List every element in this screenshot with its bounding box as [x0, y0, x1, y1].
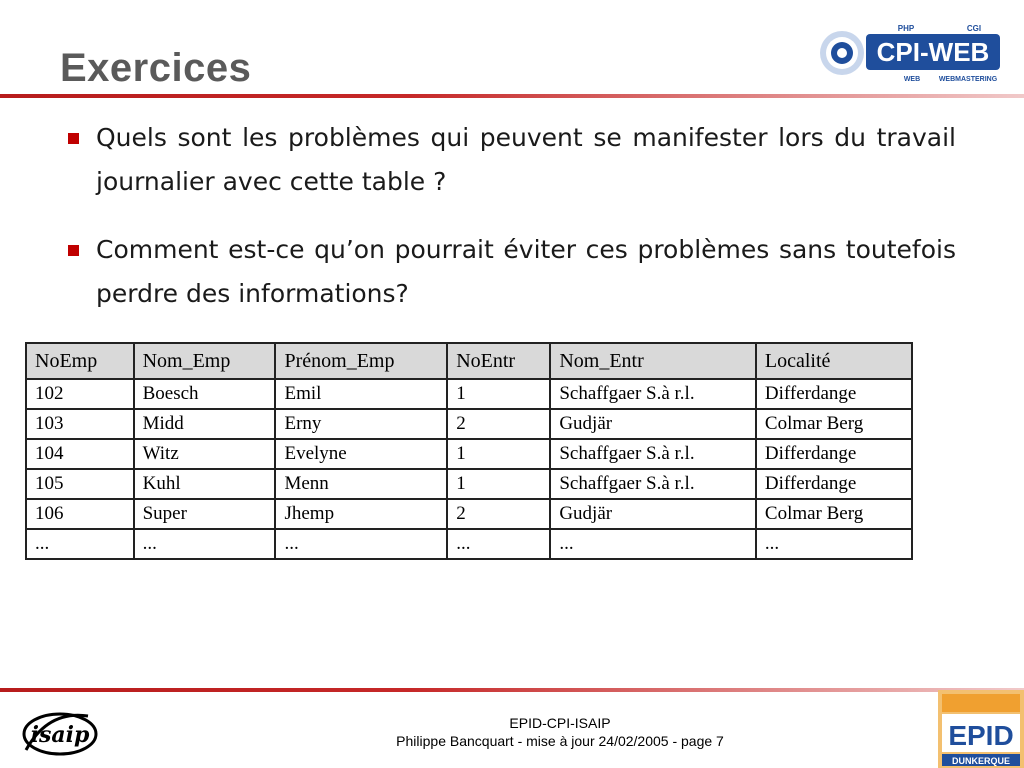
table-cell: Midd: [134, 409, 276, 439]
column-header: NoEntr: [447, 343, 550, 379]
footer-line-2: Philippe Bancquart - mise à jour 24/02/2005 - page 7: [396, 733, 724, 749]
table-cell: 2: [447, 499, 550, 529]
column-header: Prénom_Emp: [275, 343, 447, 379]
table-cell: Jhemp: [275, 499, 447, 529]
bullet-item: [66, 116, 956, 204]
table-cell: Differdange: [756, 469, 912, 499]
cpi-web-logo-web: WEB: [903, 76, 921, 83]
table-cell: 1: [447, 469, 550, 499]
table-cell: ...: [550, 529, 756, 559]
table-cell: Colmar Berg: [756, 409, 912, 439]
footer: [300, 714, 820, 750]
column-header: NoEmp: [26, 343, 134, 379]
table-cell: ...: [756, 529, 912, 559]
table-cell: Witz: [134, 439, 276, 469]
table-cell: Differdange: [756, 379, 912, 409]
table-cell: Menn: [275, 469, 447, 499]
table-row: [26, 379, 912, 409]
table-row: [26, 469, 912, 499]
table-cell: Schaffgaer S.à r.l.: [550, 439, 756, 469]
bullet-list: [66, 116, 956, 340]
table-cell: 104: [26, 439, 134, 469]
table-cell: 103: [26, 409, 134, 439]
column-header: Localité: [756, 343, 912, 379]
table-cell: ...: [275, 529, 447, 559]
bullet-square-icon: [68, 245, 79, 256]
cpi-web-logo-cgi: CGI: [966, 24, 982, 33]
table-cell: 1: [447, 379, 550, 409]
employee-table-container: [25, 342, 915, 562]
table-cell: 2: [447, 409, 550, 439]
bullet-text: Quels sont les problèmes qui peuvent se manifester lors du travail journalier avec cette table ?: [96, 123, 956, 196]
table-cell: ...: [447, 529, 550, 559]
cpi-web-logo: [818, 20, 1004, 86]
column-header: Nom_Entr: [550, 343, 756, 379]
table-cell: Evelyne: [275, 439, 447, 469]
bullet-square-icon: [68, 133, 79, 144]
cpi-web-logo-webmastering: WEBMASTERING: [938, 76, 998, 83]
table-cell: Gudjär: [550, 409, 756, 439]
table-cell: ...: [134, 529, 276, 559]
column-header: Nom_Emp: [134, 343, 276, 379]
title-divider: [0, 94, 1024, 98]
table-row: [26, 439, 912, 469]
footer-line-1: EPID-CPI-ISAIP: [509, 715, 611, 731]
isaip-logo: [18, 704, 102, 760]
cpi-web-logo-php: PHP: [897, 24, 915, 33]
table-row: [26, 529, 912, 559]
table-cell: Emil: [275, 379, 447, 409]
cpi-web-logo-text: CPI-WEB: [876, 37, 990, 67]
table-cell: 1: [447, 439, 550, 469]
table-cell: ...: [26, 529, 134, 559]
table-cell: Schaffgaer S.à r.l.: [550, 469, 756, 499]
slide-title: Exercices: [60, 46, 252, 90]
table-cell: Super: [134, 499, 276, 529]
table-cell: Schaffgaer S.à r.l.: [550, 379, 756, 409]
isaip-logo-text: isaip: [30, 722, 90, 748]
table-cell: Gudjär: [550, 499, 756, 529]
table-cell: Kuhl: [134, 469, 276, 499]
epid-logo-text: EPID: [948, 720, 1014, 751]
table-cell: Boesch: [134, 379, 276, 409]
table-cell: 102: [26, 379, 134, 409]
table-cell: Colmar Berg: [756, 499, 912, 529]
table-header-row: [26, 343, 912, 379]
table-cell: Differdange: [756, 439, 912, 469]
epid-logo-subtext: DUNKERQUE: [951, 756, 1011, 766]
table-cell: 105: [26, 469, 134, 499]
epid-logo: [938, 690, 1024, 768]
bullet-text: Comment est-ce qu’on pourrait éviter ces problèmes sans toutefois perdre des informations?: [96, 235, 956, 308]
table-cell: 106: [26, 499, 134, 529]
employee-table: [25, 342, 913, 560]
table-cell: Erny: [275, 409, 447, 439]
table-row: [26, 499, 912, 529]
bullet-item: [66, 228, 956, 316]
table-row: [26, 409, 912, 439]
footer-divider: [0, 688, 1024, 692]
